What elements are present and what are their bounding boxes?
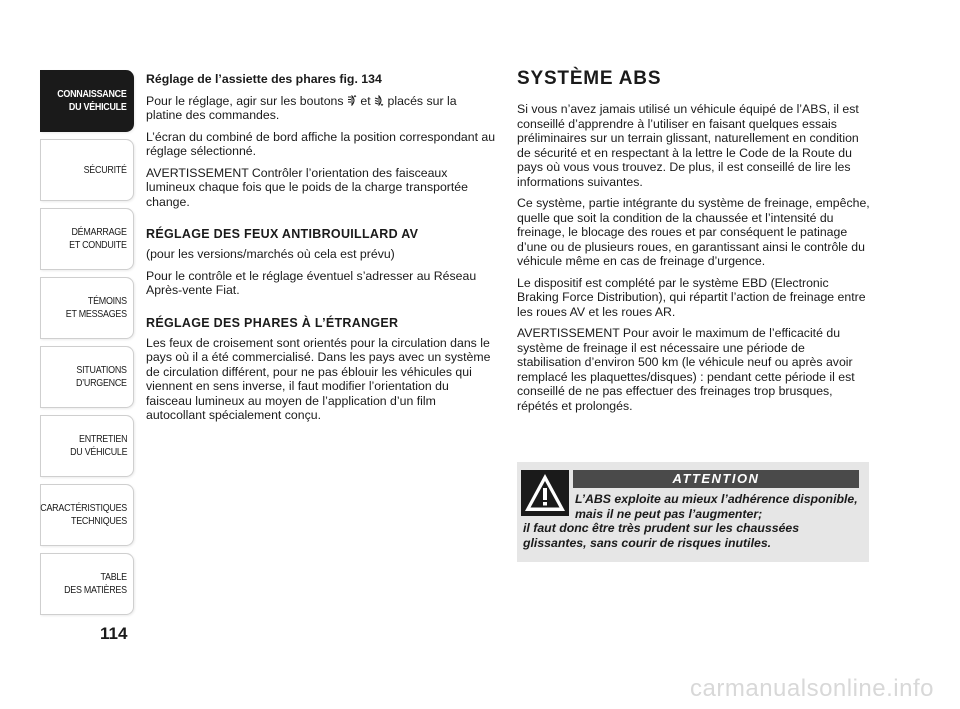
tab-label: DÉMARRAGE ET CONDUITE <box>69 226 127 251</box>
attention-text <box>523 492 861 550</box>
tab-entretien-vehicule[interactable] <box>40 415 134 477</box>
tab-securite[interactable] <box>40 139 134 201</box>
attention-banner: ATTENTION <box>573 470 859 488</box>
warning-paragraph: AVERTISSEMENT Contrôler l’orientation des faisceaux lumineux chaque fois que le poids de la charge transportée change. <box>146 165 468 209</box>
attention-line: L’ABS exploite au mieux l’adhérence disponible, mais il ne peut pas l’augmenter; <box>575 492 858 521</box>
paragraph: Ce système, partie intégrante du système de freinage, empêche, quelle que soit la condition de la chaussée et l’intensité du freinage, le blocage des roues et par conséquent le patinage d’une ou de plusieurs roues, en garantissant ainsi le contrôle du véhicule même en cas de freinage d’urgence. <box>517 196 870 268</box>
tab-label: ENTRETIEN DU VÉHICULE <box>69 433 127 458</box>
paragraph: L’écran du combiné de bord affiche la position correspondant au réglage sélectionné. <box>146 129 496 158</box>
chapter-tabs <box>40 70 134 622</box>
tab-situations-urgence[interactable] <box>40 346 134 408</box>
tab-connaissance-vehicule[interactable] <box>40 70 134 132</box>
section-heading: RÉGLAGE DES PHARES À L’ÉTRANGER <box>146 315 399 330</box>
section-heading: Réglage de l’assiette des phares fig. 134 <box>146 72 382 86</box>
tab-label: TÉMOINS ET MESSAGES <box>65 295 127 320</box>
tab-table-matieres[interactable] <box>40 553 134 615</box>
tab-demarrage-conduite[interactable] <box>40 208 134 270</box>
section-heading: RÉGLAGE DES FEUX ANTIBROUILLARD AV <box>146 227 419 241</box>
tab-temoins-messages[interactable] <box>40 277 134 339</box>
paragraph: Pour le contrôle et le réglage éventuel s’adresser au Réseau Après-vente Fiat. <box>146 268 477 297</box>
page-title: SYSTÈME ABS <box>517 68 662 89</box>
warning-paragraph: AVERTISSEMENT Pour avoir le maximum de l’efficacité du système de freinage il est nécessaire une période de stabilisation d’environ 500 km (le véhicule neuf ou après avoir remplacé les plaquettes/disques) : pendant cette période il est conseillé de ne pas effectuer des freinages trop brusques, répétés et prolongés. <box>517 326 855 413</box>
tab-caracteristiques-techniques[interactable] <box>40 484 134 546</box>
tab-label: TABLE DES MATIÈRES <box>64 571 127 596</box>
attention-box <box>517 462 869 562</box>
tab-label: SÉCURITÉ <box>83 163 127 176</box>
paragraph: Le dispositif est complété par le système EBD (Electronic Braking Force Distribution), qui répartit l’action de freinage entre les roues AV et les roues AR. <box>517 275 866 319</box>
text: et <box>360 93 371 108</box>
page-number: 114 <box>100 624 128 643</box>
paragraph: (pour les versions/marchés où cela est prévu) <box>146 247 395 261</box>
tab-label: CONNAISSANCE DU VÉHICULE <box>57 88 127 113</box>
tab-label: CARACTÉRISTIQUES TECHNIQUES <box>40 502 127 527</box>
attention-line: il faut donc être très prudent sur les chaussées glissantes, sans courir de risques inutiles. <box>523 521 800 550</box>
headlight-adjust-down-icon <box>374 95 384 106</box>
watermark: carmanualsonline.info <box>690 675 934 702</box>
text: placés sur la platine des commandes. <box>146 93 457 122</box>
paragraph <box>146 94 496 123</box>
paragraph: Les feux de croisement sont orientés pour la circulation dans le pays où il a été commercialisé. Dans les pays avec un système de circulation différent, pour ne pas éblouir les véhicules qui viennent en sens inverse, il faut modifier l’orientation du faisceau lumineux au moyen de l’application d’un film autocollant spécialement conçu. <box>146 335 491 422</box>
right-column <box>517 68 872 420</box>
paragraph: Si vous n’avez jamais utilisé un véhicule équipé de l’ABS, il est conseillé d’apprendre à l’utiliser en faisant quelques essais préliminaires sur un terrain glissant, naturellement en condition de sécurité et en respectant à la lettre le Code de la Route du pays où vous vous trouvez. De plus, il est conseillé de lire les informations suivantes. <box>517 102 859 189</box>
tab-label: SITUATIONS D’URGENCE <box>76 364 127 389</box>
left-column <box>146 72 496 430</box>
headlight-adjust-up-icon <box>347 95 357 106</box>
text: Pour le réglage, agir sur les boutons <box>146 93 344 108</box>
